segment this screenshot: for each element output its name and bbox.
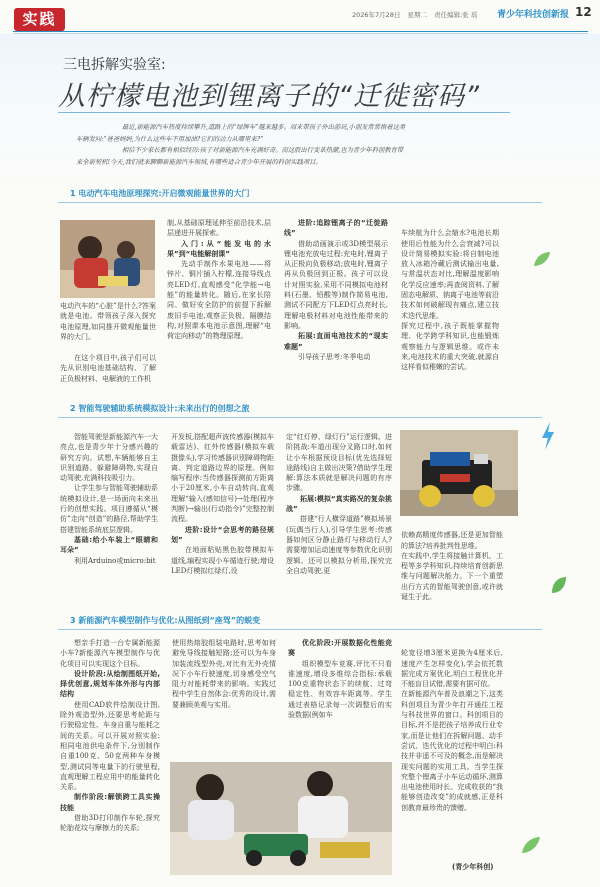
lightning-icon	[540, 422, 556, 454]
intro-line-3: 相信不少家长都有相似经历:孩子对新能源汽车充满好奇。而这股出行变革热潮,也为青少年科创教育带	[122, 147, 404, 154]
paragraph: 定“红灯停、绿灯行”运行逻辑。进阶挑战:车道出现分叉路口时,如何让小车根据预设目标(优先选择短途路线)自主做出决策?借助学生理解:算法本质就是解决问题的有序步骤。	[286, 433, 392, 493]
article-title: 从柠檬电池到锂离子的“迁徙密码”	[58, 81, 480, 112]
section-2-heading: 2 智能驾驶辅助系统模拟设计:未来出行的创想之旅	[70, 404, 250, 413]
page-number: 12	[575, 5, 592, 19]
section-1-heading: 1 电动汽车电池原理探究:开启微观能量世界的大门	[70, 189, 250, 198]
paragraph: 制,从基础原理延伸至前沿技术,层层递进开展探索。	[167, 219, 271, 238]
paragraph: 搭建“行人横穿道路”模拟场景(玩偶当行人),引导学生思考:传感器如何区分静止路灯与移动行人?需要增加运动速度等参数优化识别逻辑。还可以模拟分析用,探究完全自动驾驶,更	[286, 515, 392, 575]
intro-line-2: 车辆发问:“爸爸妈妈,为什么这些车不用加油?它们的动力从哪里来?”	[76, 135, 264, 143]
byline: (青少年科创)	[452, 863, 494, 871]
photo-children-model-car	[170, 762, 392, 875]
section-3-heading: 3 新能源汽车模型制作与优化:从图纸到“座驾”的蜕变	[70, 616, 261, 625]
weekday: 星期二	[407, 11, 428, 19]
section-1-col1-tail	[60, 353, 156, 384]
section-tag-label: 实践	[22, 10, 57, 28]
paragraph: 车续航为什么会缩水?电池长期使用后性能为什么会衰减?可以设计简易模拟实验:将自制电池放入冰箱冷藏后测试输出电量,与常温状态对比,理解温度影响化学反应速率;再查阅资料,了解固态电解质、钠离子电池等前沿技术如何破解现有痛点,建立技术迭代思维。 探究过程中,孩子既能掌握物理、化学跨学科知识,也能锻炼观察能力与逻辑思维。或许未来,电池技术的重大突破,就源自这样看似稚嫩的尝试。	[401, 229, 499, 372]
paragraph: 借助3D打印制作车轮,探究轮胎花纹与摩擦力的关系;	[60, 814, 160, 833]
intro-line-4: 来全新契机!今天,我们就来聊聊新能源汽车领域,有哪些适合青少年开展的科创实践项目。	[76, 158, 322, 166]
section-2-col4	[401, 520, 503, 613]
paragraph: 智能驾驶是新能源汽车一大亮点,也是青少年十分感兴趣的研究方向。试想,车辆能够自主识别道路、躲避障碍物,实现自动驾驶,充满科技吸引力。	[60, 433, 158, 483]
section-2-col2	[171, 432, 274, 576]
subheading: 进阶:设计“会思考的路径规划”	[171, 525, 274, 544]
subheading: 基础:给小车装上“眼睛和耳朵”	[60, 535, 158, 555]
section-1-caption: 电动汽车的“心脏”是什么?答案就是电池。带领孩子深入探究电池原理,如同推开微观能量世界的大门。	[60, 302, 156, 341]
subheading: 入门:从“能发电的水果”到“电能解剖课”	[167, 239, 271, 258]
paragraph: 开发板,搭配超声波传感器(模拟车载雷达)、红外传感器(模拟车载摄像头),学习传感器识别障碍物距离、判定道路边界的原理。例如编写程序:当传感器探测前方距离小于20厘米,小车自动转向,直观理解“输入(感知信号)→处理(程序判断)→输出(行动指令)”完整控制流程。	[171, 433, 274, 524]
header-meta	[352, 10, 477, 19]
paragraph: 使用CAD软件绘制设计图,除外观造型外,还要思考轮距与行驶稳定性、车身自重与能耗之间的关系。可以开展对照实验:相同电池供电条件下,分别制作自重100克、50克两种车身模型,测试同等电量下的行驶里程,直观理解工程应用中的能量转化关系。	[60, 700, 160, 792]
paragraph: 先动手制作水果电池——将锌片、铜片插入柠檬,连接导线点亮LED灯,直观感受“化学能→电能”的能量转化。随后,在家长陪同、做好安全防护的前提下拆解废旧手电池,观察正负极、隔膜结构,对照课本电池示意图,理解“电荷定向移动”的物理原理。	[167, 260, 271, 341]
paragraph: 使用热熔胶组装电路时,思考如何避免导线接触短路;还可以为车身加装流线型外壳,对比有无外壳情况下小车行驶速度,切身感受空气阻力对能耗带来的影响。实践过程中学生自然体会:优秀的设计,需要兼顾美观与实用。	[172, 639, 276, 709]
article-kicker: 三电拆解实验室:	[63, 57, 166, 73]
paragraph: 在这个项目中,孩子们可以先从识别电池基础结构、了解正负极材料、电解液的工作机	[60, 354, 156, 383]
intro-block	[58, 122, 548, 168]
section-3-rule	[58, 629, 542, 630]
paragraph: 让学生参与智能驾驶辅助系统模拟设计,是一场面向未来出行的创想实践。项目遵循从“模仿”走向“创造”的路径,帮助学生搭建智能系统底层逻辑。	[60, 484, 158, 534]
paragraph: 轮宽径增3厘米更换为4厘米后,速度产生怎样变化),学会依托数据完成方案优化,明白工程优化并不能盲目试错,需要有据可依。 在新能源汽车普及浪潮之下,这类科创项目为青少年打开通往工程与科技世界的窗口。科创项目的目标,并不是把孩子培养成行业专家,而是让他们在拆解问题、动手尝试、迭代优化的过程中明白:科技并非遥不可及的概念,而是解决现实问题的实用工具。当学生探究整个锂离子小车运动循环,测算出电池使用时长、完成收获的“我能够创造改变”的成就感,正是科创教育最珍贵的馈赠。	[401, 649, 503, 812]
subheading: 制作阶段:解锁跨工具实操技能	[60, 793, 160, 812]
paragraph: 依赖高精度传感器,还是更加智能的算法?培养批判性思维。 在实践中,学生将接触计算机、工程等多学科知识,持续培育创新思维与问题解决能力。下一个重塑出行方式的智能驾驶创意,或许就诞生于此。	[401, 531, 503, 602]
paper-name: 青少年科技创新报	[497, 10, 570, 20]
section-1-rule	[58, 202, 542, 203]
section-2-col1	[60, 432, 158, 566]
subheading: 拓展:直面电池技术的“现实难题”	[284, 332, 388, 351]
section-3-col4	[401, 638, 503, 823]
section-2-col3	[286, 432, 392, 576]
date: 2026年7月28日	[352, 11, 401, 19]
section-2-rule	[58, 417, 542, 418]
section-3-col3	[288, 638, 392, 720]
subheading: 设计阶段:从绘制图纸开始,择优创意,规划车体外形与内部结构	[60, 669, 160, 699]
section-1-col3	[284, 218, 388, 362]
leaf-decoration-icon	[520, 835, 542, 859]
section-3-col2	[172, 638, 276, 710]
intro-line-1: 最近,新能源汽车热度持续攀升,道路上的“绿牌车”越来越多。周末带孩子外出游玩,小朋友常常指着这类	[122, 124, 406, 131]
section-1-col2	[167, 218, 271, 342]
section-tag	[14, 8, 65, 31]
leaf-decoration-icon	[550, 575, 568, 599]
paragraph: 组织模型车竞赛,评比不只看谁速度,增设多维综合指标:承载100克重物状态下的续航、过弯稳定性、有效容车距离等。学生通过表格记录每一次调整后的实验数据(例如车	[288, 659, 392, 720]
paragraph: 想亲手打造一台专属新能源小车?新能源汽车模型制作与优化项目可以实现这个目标。	[60, 639, 160, 668]
paragraph: 利用Arduino或micro:bit	[74, 556, 156, 565]
paragraph: 在地面粘贴黑色胶带模拟车道线,编程实现小车循迹行驶;增设LED灯模拟红绿灯,设	[171, 546, 274, 575]
paragraph: 引导孩子思考:冬季电动	[298, 352, 371, 361]
editor: 责任编辑:张 瑶	[434, 11, 478, 19]
section-3-col1	[60, 638, 160, 834]
subheading: 优化阶段:开展数据化性能竞赛	[288, 639, 392, 658]
header-rule	[13, 31, 588, 32]
subheading: 进阶:追踪锂离子的“迁徙路线”	[284, 219, 388, 238]
section-1-col4	[401, 218, 499, 383]
photo-robot-car-kit	[400, 430, 518, 516]
title-rule	[58, 112, 510, 113]
subheading: 拓展:模拟“真实路况的复杂挑战”	[286, 494, 392, 514]
photo-child-building-kit	[60, 220, 155, 298]
leaf-decoration-icon	[532, 250, 552, 272]
paragraph: 借助动画演示或3D模型展示锂电池充放电过程:充电时,锂离子从正极向负极移动;放电时,锂离子再从负极回到正极。孩子可以设计对照实验,采用不同模拟电池材料(石墨、铅酸等)制作简易电池,测试不同配方下LED灯点亮时长,理解电极材料对电池性能带来的影响。	[284, 239, 388, 330]
